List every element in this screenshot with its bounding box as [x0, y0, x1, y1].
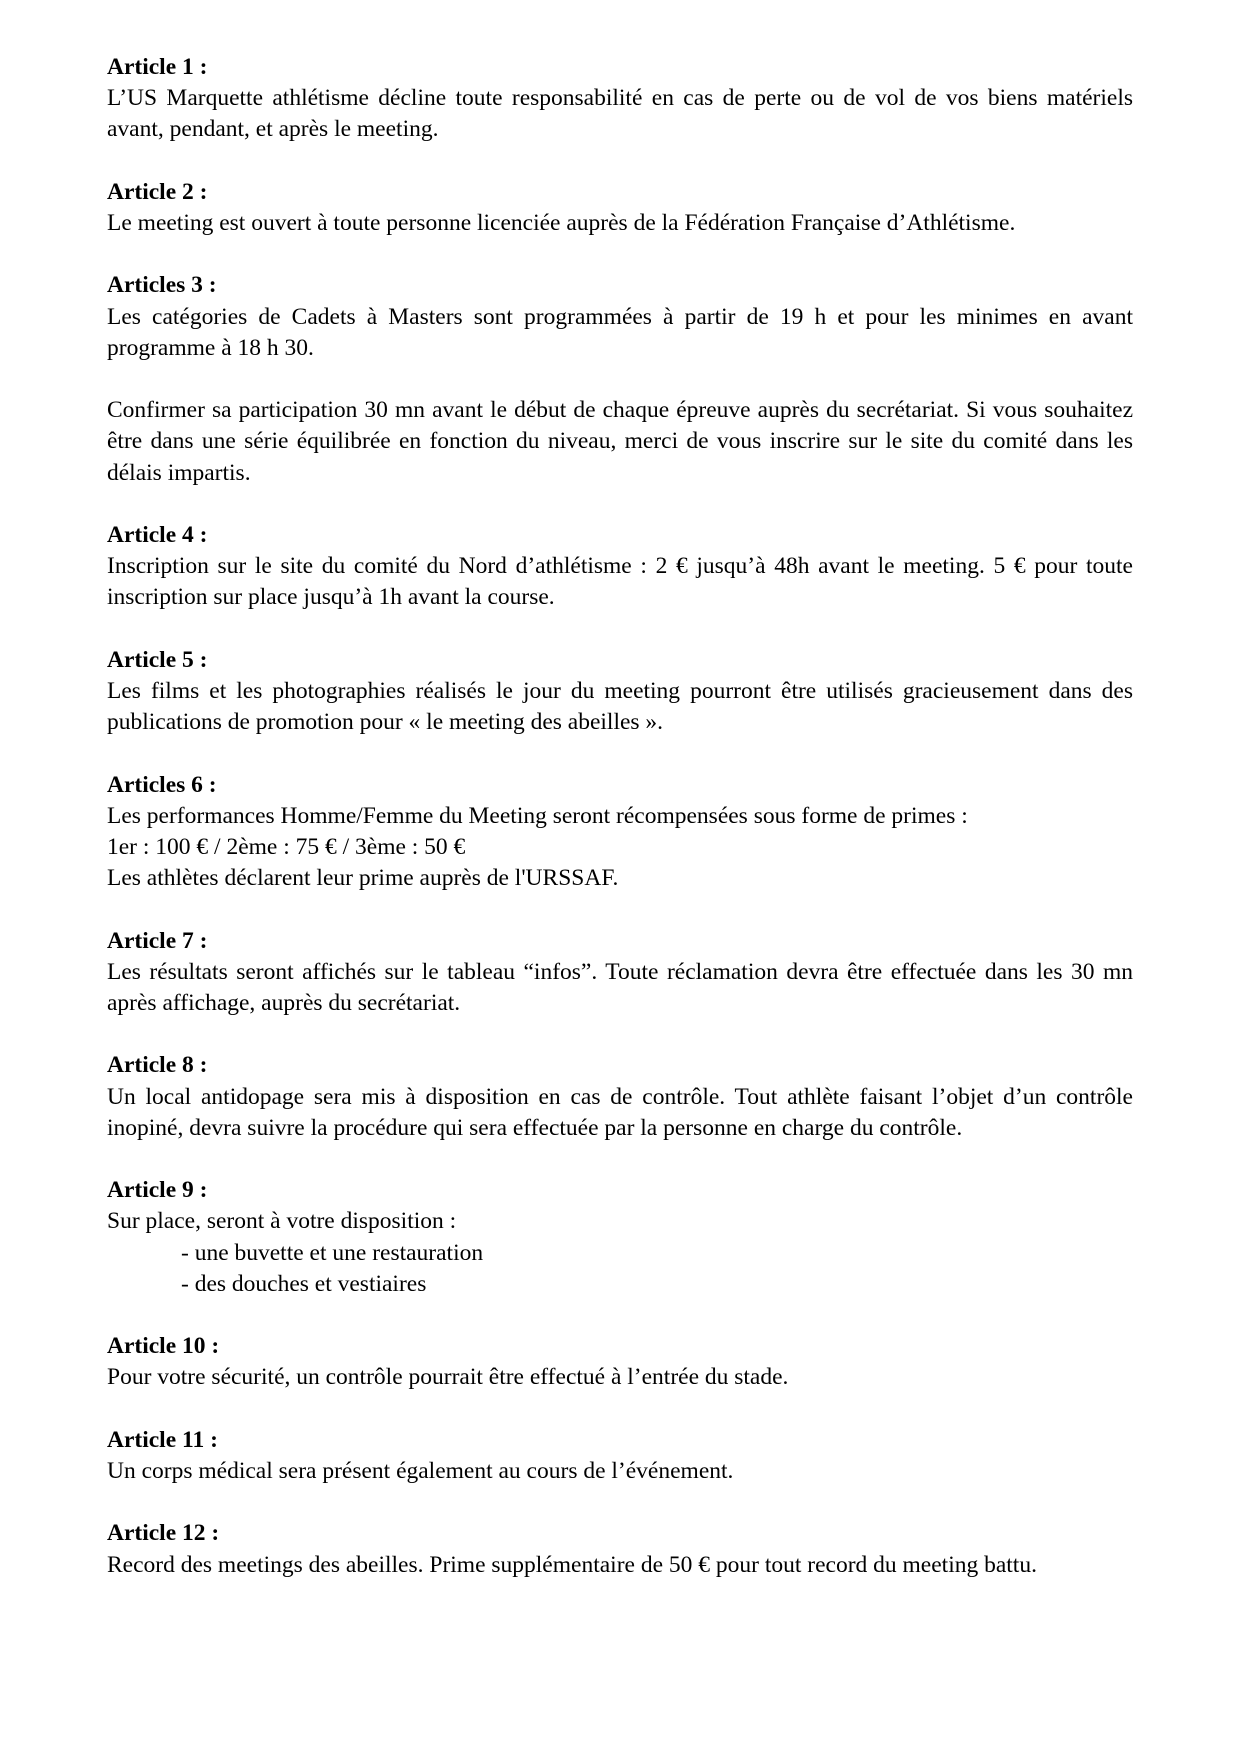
article-3 — [107, 270, 1133, 488]
article-6 — [107, 770, 1133, 895]
article-5-title: Article 5 : — [107, 646, 208, 673]
article-12 — [107, 1518, 1133, 1580]
article-4-title: Article 4 : — [107, 521, 208, 548]
article-9-title: Article 9 : — [107, 1177, 208, 1204]
article-4 — [107, 520, 1133, 614]
article-1 — [107, 52, 1133, 146]
article-10 — [107, 1331, 1133, 1393]
article-7-text: Les résultats seront affichés sur le tableau “infos”. Toute réclamation devra être effectuée dans les 30 mn après affichage, auprès du secrétariat. — [107, 958, 1133, 1016]
regulations-document — [107, 52, 1133, 1612]
article-1-title: Article 1 : — [107, 54, 208, 80]
article-9-list-item: - une buvette et une restauration — [181, 1239, 484, 1266]
article-4-text: Inscription sur le site du comité du Nord d’athlétisme : 2 € jusqu’à 48h avant le meeting. 5 € pour toute inscription sur place jusqu’à 1h avant la course. — [107, 553, 1133, 611]
article-3-title: Articles 3 : — [107, 272, 217, 299]
article-9-intro: Sur place, seront à votre disposition : — [107, 1208, 457, 1235]
article-8-title: Article 8 : — [107, 1052, 208, 1079]
article-6-line-2: 1er : 100 € / 2ème : 75 € / 3ème : 50 € — [107, 833, 466, 860]
article-8 — [107, 1050, 1133, 1144]
article-11 — [107, 1425, 1133, 1487]
article-7-title: Article 7 : — [107, 927, 208, 954]
article-10-title: Article 10 : — [107, 1333, 220, 1360]
article-11-text: Un corps médical sera présent également au cours de l’événement. — [107, 1457, 734, 1484]
article-12-text: Record des meetings des abeilles. Prime supplémentaire de 50 € pour tout record du meeting battu. — [107, 1551, 1037, 1578]
article-5 — [107, 645, 1133, 739]
article-6-line-3: Les athlètes déclarent leur prime auprès de l'URSSAF. — [107, 865, 619, 892]
article-2 — [107, 177, 1133, 239]
article-3-text-1: Les catégories de Cadets à Masters sont programmées à partir de 19 h et pour les minimes en avant programme à 18 h 30. — [107, 303, 1133, 361]
article-2-text: Le meeting est ouvert à toute personne licenciée auprès de la Fédération Française d’Athlétisme. — [107, 210, 1016, 236]
article-7 — [107, 926, 1133, 1020]
article-9 — [107, 1175, 1133, 1300]
article-5-text: Les films et les photographies réalisés le jour du meeting pourront être utilisés gracieusement dans des publications de promotion pour « le meeting des abeilles ». — [107, 677, 1133, 736]
article-12-title: Article 12 : — [107, 1520, 220, 1547]
article-6-line-1: Les performances Homme/Femme du Meeting seront récompensées sous forme de primes : — [107, 802, 968, 829]
article-2-title: Article 2 : — [107, 178, 208, 205]
article-11-title: Article 11 : — [107, 1426, 218, 1453]
article-3-text-2: Confirmer sa participation 30 mn avant le début de chaque épreuve auprès du secrétariat. Si vous souhaitez être dans une série équilibrée en fonction du niveau, merci de vous inscrire sur le site du comité dans les délais impartis. — [107, 397, 1133, 486]
article-8-text: Un local antidopage sera mis à disposition en cas de contrôle. Tout athlète faisant l’objet d’un contrôle inopiné, devra suivre la procédure qui sera effectuée par la personne en charge du contrôle. — [107, 1083, 1133, 1141]
article-6-title: Articles 6 : — [107, 771, 217, 798]
article-10-text: Pour votre sécurité, un contrôle pourrait être effectué à l’entrée du stade. — [107, 1364, 789, 1391]
article-9-list-item: - des douches et vestiaires — [181, 1270, 427, 1297]
article-1-text: L’US Marquette athlétisme décline toute responsabilité en cas de perte ou de vol de vos biens matériels avant, pendant, et après le meeting. — [107, 85, 1133, 143]
